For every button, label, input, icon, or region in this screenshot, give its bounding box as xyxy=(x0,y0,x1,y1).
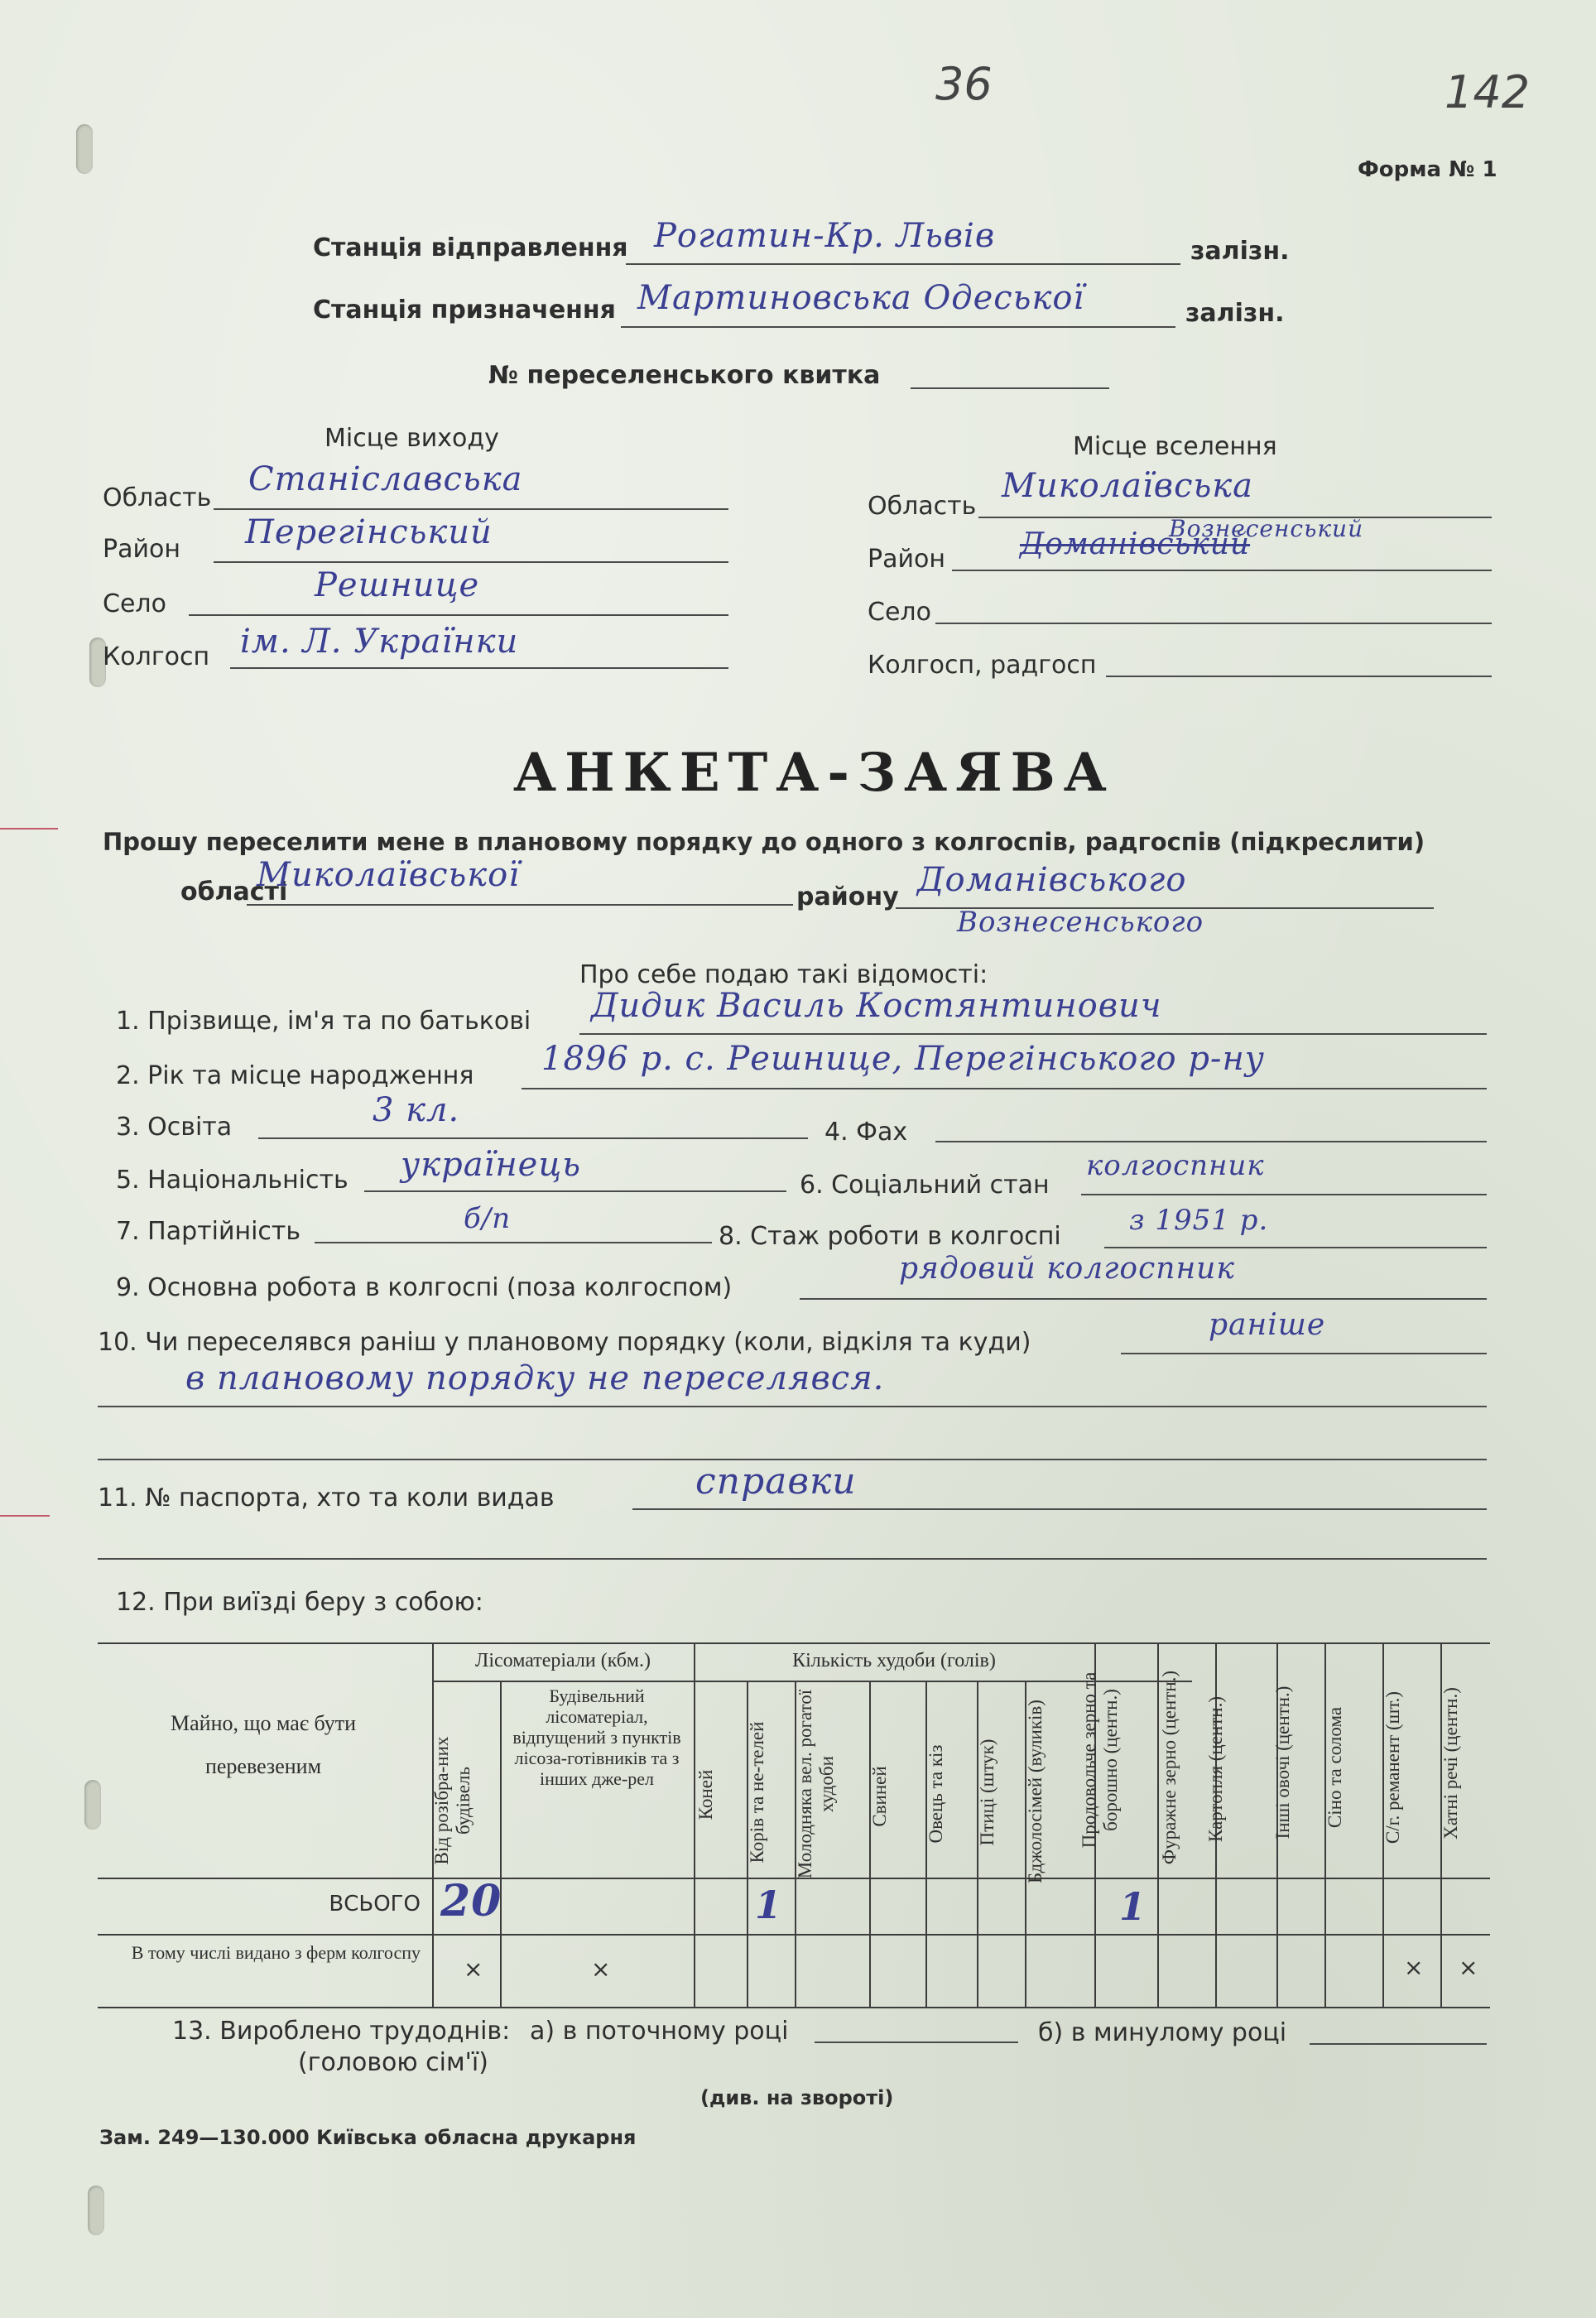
q11-line-b xyxy=(98,1558,1487,1560)
col-dismantled: Від розібра-них будівель xyxy=(431,1736,474,1865)
timber-header: Лісоматеріали (кбм.) xyxy=(475,1650,651,1671)
archive-number-right: 142 xyxy=(1445,66,1531,118)
arrival-line xyxy=(621,326,1175,328)
punch-hole xyxy=(88,2186,104,2235)
departure-value: Рогатин-Кр. Львів xyxy=(654,217,996,255)
origin-oblast-line xyxy=(214,508,728,510)
departure-rail-suffix: залізн. xyxy=(1190,237,1290,266)
workdays-sublabel: (головою сім'ї) xyxy=(298,2048,488,2077)
origin-selo-label: Село xyxy=(103,589,166,618)
about-heading: Про себе подаю такі відомості: xyxy=(579,960,988,989)
q9-label: 9. Основна робота в колгоспі (поза колгоспом) xyxy=(116,1273,733,1302)
q1-label: 1. Прізвище, ім'я та по батькові xyxy=(116,1007,531,1036)
q1-value: Дидик Василь Костянтинович xyxy=(591,987,1162,1025)
property-table xyxy=(98,1642,1490,2007)
q5-label: 5. Національність xyxy=(116,1166,349,1195)
q11-line xyxy=(632,1508,1487,1510)
q4-line xyxy=(935,1141,1487,1142)
q10-label: 10. Чи переселявся раніш у плановому порядку (коли, відкіля та куди) xyxy=(98,1328,1031,1357)
origin-oblast-value: Станіславська xyxy=(248,460,523,498)
ticket-label: № переселенського квитка xyxy=(488,361,881,390)
col-veg: Інші овочі (центн.) xyxy=(1272,1686,1293,1839)
red-margin-mark xyxy=(0,828,58,830)
workdays-previous-label: б) в минулому році xyxy=(1038,2018,1287,2047)
q10-value-a: раніше xyxy=(1209,1308,1326,1342)
farm-mark: × xyxy=(591,1955,611,1983)
destination-heading: Місце вселення xyxy=(1073,432,1277,461)
request-raion-label: району xyxy=(796,882,899,911)
request-text: Прошу переселити мене в плановому порядку до одного з колгоспів, радгоспів (підкреслити) xyxy=(103,828,1425,856)
col-feed: Фуражне зерно (центн.) xyxy=(1159,1670,1180,1865)
request-raion-value: Доманівського xyxy=(917,861,1187,899)
q11-label: 11. № паспорта, хто та коли видав xyxy=(98,1484,555,1512)
origin-selo-line xyxy=(189,614,728,616)
origin-raion-line xyxy=(214,561,728,563)
col-household: Хатні речі (центн.) xyxy=(1440,1687,1461,1839)
destination-raion-correction: Вознесенський xyxy=(1169,515,1364,542)
red-margin-mark xyxy=(0,1515,50,1517)
farm-mark: × xyxy=(1459,1954,1478,1981)
arrival-rail-suffix: залізн. xyxy=(1185,299,1285,328)
total-cows: 1 xyxy=(755,1883,783,1927)
form-title: АНКЕТА-ЗАЯВА xyxy=(513,742,1115,804)
col-building-timber: Будівельний лісоматеріал, відпущений з пунктів лісоза-готівників та з інших дже-рел xyxy=(512,1686,681,1789)
col-horses: Коней xyxy=(695,1769,716,1820)
col-cows: Корів та не-телей xyxy=(747,1721,767,1864)
farm-mark: × xyxy=(1404,1954,1424,1981)
q8-label: 8. Стаж роботи в колгоспі xyxy=(719,1222,1061,1251)
destination-oblast-value: Миколаївська xyxy=(1002,467,1253,505)
q1-line xyxy=(579,1033,1487,1035)
q7-line xyxy=(315,1242,712,1243)
q9-line xyxy=(800,1298,1487,1300)
q6-line xyxy=(1081,1194,1487,1195)
request-oblast-value: Миколаївської xyxy=(257,856,521,894)
archive-number-left: 36 xyxy=(935,58,993,110)
destination-kolhosp-line xyxy=(1106,676,1492,677)
destination-raion-label: Район xyxy=(868,545,945,574)
property-header: Майно, що має бути перевезеним xyxy=(171,1711,356,1778)
arrival-value: Мартиновська Одеської xyxy=(637,279,1085,317)
q7-value: б/п xyxy=(464,1202,512,1235)
destination-selo-label: Село xyxy=(868,598,931,627)
q8-line xyxy=(1104,1247,1487,1248)
col-bees: Бджолосімей (вуликів) xyxy=(1025,1700,1046,1883)
origin-raion-value: Перегінський xyxy=(245,513,493,551)
q5-line xyxy=(364,1190,786,1192)
q3-value: 3 кл. xyxy=(373,1091,460,1129)
punch-hole xyxy=(76,124,93,174)
request-oblast-line xyxy=(247,904,793,906)
origin-kolhosp-line xyxy=(230,667,728,669)
col-hay: Сіно та солома xyxy=(1324,1706,1345,1829)
q3-line xyxy=(258,1137,808,1139)
origin-heading: Місце виходу xyxy=(324,424,499,453)
see-back-note: (див. на звороті) xyxy=(700,2086,894,2109)
farm-mark: × xyxy=(464,1955,483,1983)
origin-kolhosp-label: Колгосп xyxy=(103,642,210,671)
destination-kolhosp-label: Колгосп, радгосп xyxy=(868,651,1097,680)
q10-value-b: в плановому порядку не переселявся. xyxy=(185,1359,885,1397)
col-inventory: С/г. реманент (шт.) xyxy=(1382,1690,1403,1844)
ticket-line xyxy=(911,387,1109,389)
form-number: Форма № 1 xyxy=(1358,157,1497,182)
q2-value: 1896 р. с. Решнице, Перегінського р-ну xyxy=(541,1040,1265,1078)
q2-label: 2. Рік та місце народження xyxy=(116,1061,474,1090)
departure-label: Станція відправлення xyxy=(313,233,628,262)
row-total-label: ВСЬОГО xyxy=(329,1892,421,1916)
workdays-current-label: а) в поточному році xyxy=(530,2017,789,2046)
destination-raion-value: Доманівський xyxy=(1020,527,1251,561)
col-food: Продовольче зерно та борошно (центн.) xyxy=(1079,1671,1121,1849)
destination-oblast-label: Область xyxy=(868,492,977,521)
q4-label: 4. Фах xyxy=(824,1118,908,1147)
q6-label: 6. Соціальний стан xyxy=(800,1171,1050,1200)
total-food: 1 xyxy=(1119,1884,1147,1929)
col-pigs: Свиней xyxy=(869,1766,890,1827)
origin-selo-value: Решнице xyxy=(315,566,480,604)
col-potatoes: Картопля (центн.) xyxy=(1205,1695,1226,1843)
q5-value: українець xyxy=(401,1146,582,1184)
q7-label: 7. Партійність xyxy=(116,1217,301,1246)
q2-line xyxy=(522,1088,1487,1089)
origin-oblast-label: Область xyxy=(103,483,212,512)
workdays-current-line xyxy=(815,2041,1018,2043)
destination-raion-line xyxy=(952,570,1492,571)
col-young: Молодняка вел. рогатої худоби xyxy=(795,1689,837,1879)
livestock-header: Кількість худоби (голів) xyxy=(792,1650,996,1671)
total-dismantled: 20 xyxy=(440,1876,502,1926)
departure-line xyxy=(626,263,1180,265)
arrival-label: Станція призначення xyxy=(313,296,616,325)
origin-kolhosp-value: ім. Л. Українки xyxy=(240,623,519,661)
col-sheep: Овець та кіз xyxy=(925,1744,946,1844)
col-poultry: Птиці (штук) xyxy=(977,1738,997,1846)
request-oblast-label: області xyxy=(180,878,288,907)
printer-imprint: Зам. 249—130.000 Київська обласна друкарня xyxy=(99,2126,637,2149)
origin-raion-label: Район xyxy=(103,535,180,564)
q11-value: справки xyxy=(695,1460,857,1503)
q10-line-b xyxy=(98,1406,1487,1407)
destination-selo-line xyxy=(935,623,1492,624)
q12-label: 12. При виїзді беру з собою: xyxy=(116,1588,483,1617)
q8-value: з 1951 р. xyxy=(1129,1204,1269,1237)
q6-value: колгоспник xyxy=(1086,1149,1265,1182)
workdays-previous-line xyxy=(1310,2043,1487,2045)
q3-label: 3. Освіта xyxy=(116,1113,233,1142)
workdays-label: 13. Вироблено трудоднів: xyxy=(172,2017,511,2046)
row-farm-label: В тому числі видано з ферм колгоспу xyxy=(131,1942,421,1963)
q9-value: рядовий колгоспник xyxy=(899,1252,1235,1286)
q10-line-a xyxy=(1121,1353,1487,1354)
request-raion-correction: Вознесенського xyxy=(957,906,1204,939)
